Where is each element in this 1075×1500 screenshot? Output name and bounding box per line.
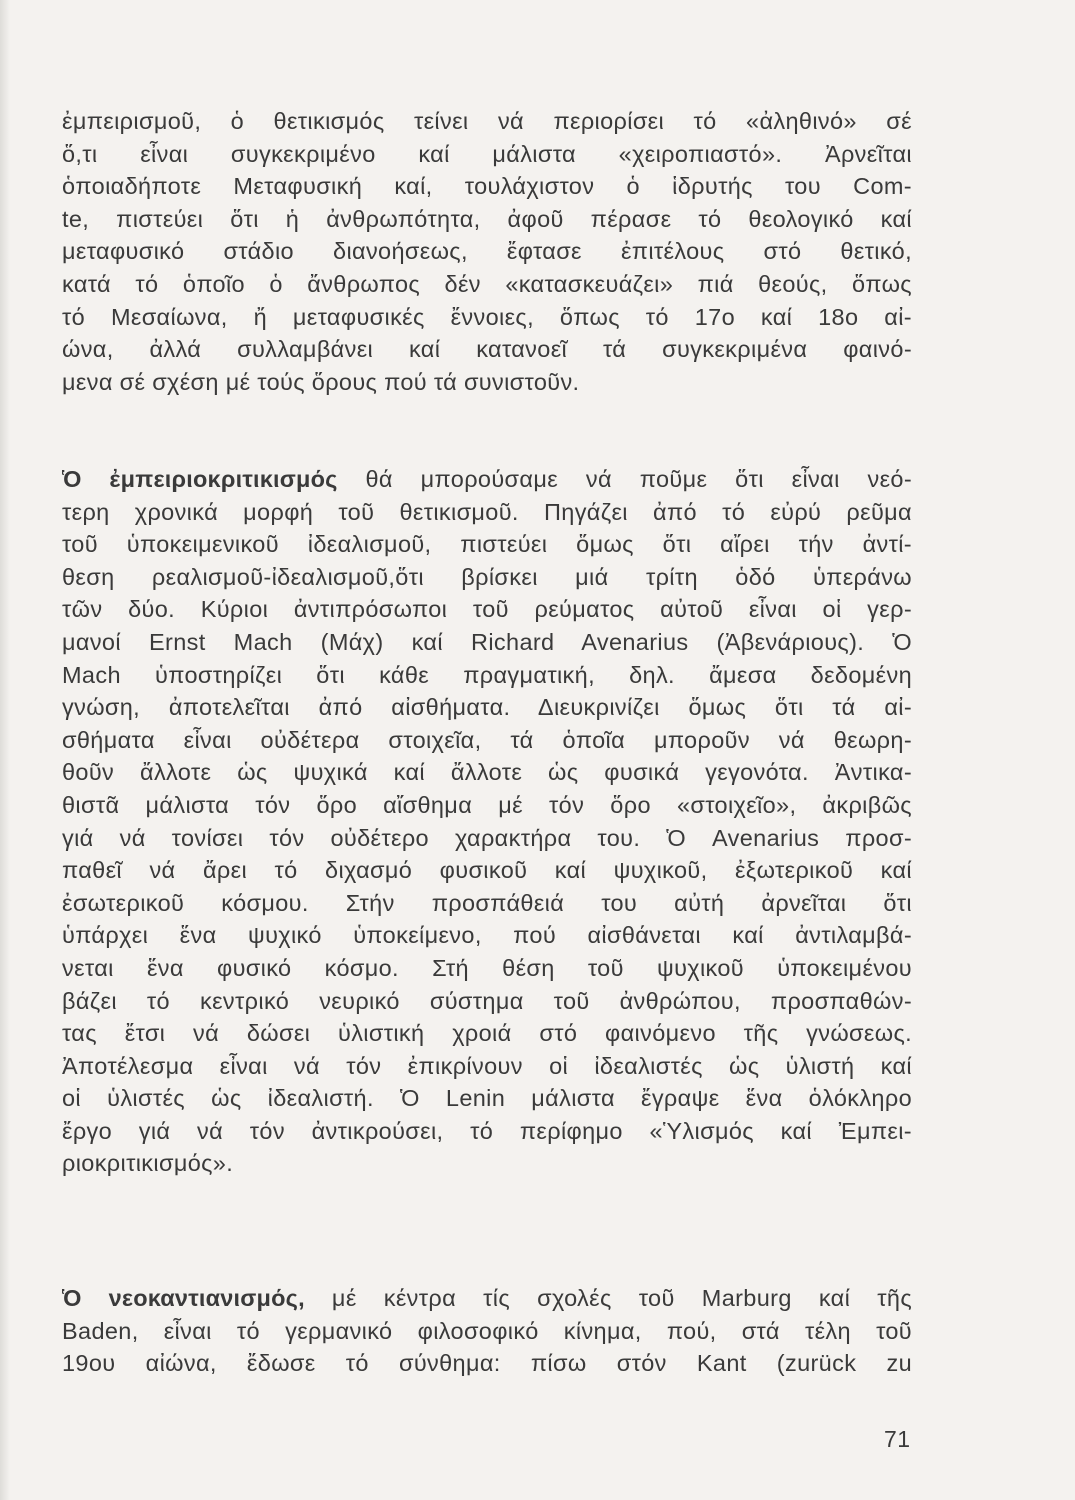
text-line: κατά τό ὁποῖο ὁ ἄνθρωπος δέν «κατασκευάζει» πιά θεούς, ὅπως	[62, 270, 912, 297]
text-line: γνώση, ἀποτελεῖται ἀπό αἰσθήματα. Διευκρινίζει ὅμως ὅτι τά αἰ-	[62, 694, 912, 721]
paragraph-neokantianism	[62, 1282, 912, 1380]
heading-line-rest: θά μπορούσαμε νά ποῦμε ὅτι εἶναι νεό-	[337, 466, 912, 492]
first-text-line	[62, 463, 912, 496]
scan-shadow	[0, 0, 10, 1500]
text-line: θιστᾶ μάλιστα τόν ὅρο αἴσθημα μέ τόν ὅρο «στοιχεῖο», ἀκριβῶς	[62, 791, 912, 818]
text-line: ἔργο γιά νά τόν ἀντικρούσει, τό περίφημο «Ὑλισμός καί Ἐμπει-	[62, 1117, 912, 1144]
text-line: τῶν δύο. Κύριοι ἀντιπρόσωποι τοῦ ρεύματος αὐτοῦ εἶναι οἱ γερ-	[62, 596, 912, 623]
text-line: παθεῖ νά ἄρει τό διχασμό φυσικοῦ καί ψυχικοῦ, ἐξωτερικοῦ καί	[62, 857, 912, 884]
page-number: 71	[884, 1426, 911, 1452]
text-line: ριοκριτικισμός».	[62, 1150, 234, 1177]
text-line: βάζει τό κεντρικό νευρικό σύστημα τοῦ ἀνθρώπου, προσπαθών-	[62, 987, 912, 1014]
text-line: μανοί Ernst Mach (Μάχ) καί Richard Avenarius (Ἀβενάριους). Ὁ	[62, 628, 912, 655]
text-line: τας ἔτσι νά δώσει ὑλιστική χροιά στό φαινόμενο τῆς γνώσεως.	[62, 1020, 912, 1047]
text-line: νεται ἕνα φυσικό κόσμο. Στή θέση τοῦ ψυχικοῦ ὑποκειμένου	[62, 954, 912, 981]
heading-line-rest: μέ κέντρα τίς σχολές τοῦ Marburg καί τῆς	[304, 1285, 912, 1311]
text-line: θοῦν ἄλλοτε ὡς ψυχικά καί ἄλλοτε ὡς φυσικά γεγονότα. Ἀντικα-	[62, 759, 912, 786]
text-line: οἱ ὑλιστές ὡς ἰδεαλιστή. Ὁ Lenin μάλιστα ἔγραψε ἕνα ὁλόκληρο	[62, 1085, 912, 1112]
text-line: 19ου αἰώνα, ἔδωσε τό σύνθημα: πίσω στόν Kant (zurück zu	[62, 1350, 912, 1377]
section-heading-empiriocriticism: Ὁ ἐμπειριοκριτικισμός	[62, 466, 338, 492]
text-line: τό Μεσαίωνα, ἤ μεταφυσικές ἔννοιες, ὅπως τό 17ο καί 18ο αἰ-	[62, 303, 912, 330]
text-line: μεταφυσικό στάδιο διανοήσεως, ἔφτασε ἐπιτέλους στό θετικό,	[62, 238, 912, 265]
text-line: γιά νά τονίσει τόν οὐδέτερο χαρακτήρα του. Ὁ Avenarius προσ-	[62, 824, 912, 851]
section-heading-neokantianism: Ὁ νεοκαντιανισμός,	[62, 1285, 305, 1311]
text-line: τοῦ ὑποκειμενικοῦ ἰδεαλισμοῦ, πιστεύει ὅμως ὅτι αἴρει τήν ἀντί-	[62, 531, 912, 558]
paragraph-positivism	[62, 105, 912, 398]
first-text-line	[62, 1282, 912, 1315]
text-line: Ἀποτέλεσμα εἶναι νά τόν ἐπικρίνουν οἱ ἰδεαλιστές ὡς ὑλιστή καί	[62, 1052, 912, 1079]
paragraph-empiriocriticism	[62, 463, 912, 1180]
text-line: θεση ρεαλισμοῦ-ἰδεαλισμοῦ,ὅτι βρίσκει μιά τρίτη ὁδό ὑπεράνω	[62, 563, 912, 590]
text-line: σθήματα εἶναι οὐδέτερα στοιχεῖα, τά ὁποῖα μποροῦν νά θεωρη-	[62, 726, 912, 753]
text-line: μενα σέ σχέση μέ τούς ὅρους πού τά συνιστοῦν.	[62, 368, 580, 395]
text-line: te, πιστεύει ὅτι ἡ ἀνθρωπότητα, ἀφοῦ πέρασε τό θεολογικό καί	[62, 205, 912, 232]
text-line: ὅ,τι εἶναι συγκεκριμένο καί μάλιστα «χειροπιαστό». Ἀρνεῖται	[62, 140, 912, 167]
text-line: ἐμπειρισμοῦ, ὁ θετικισμός τείνει νά περιορίσει τό «ἀληθινό» σέ	[62, 108, 912, 134]
text-line: ώνα, ἀλλά συλλαμβάνει καί κατανοεῖ τά συγκεκριμένα φαινό-	[62, 336, 912, 363]
text-line: τερη χρονικά μορφή τοῦ θετικισμοῦ. Πηγάζει ἀπό τό εὐρύ ρεῦμα	[62, 498, 912, 525]
text-line: Mach ὑποστηρίζει ὅτι κάθε πραγματική, δηλ. ἄμεσα δεδομένη	[62, 661, 912, 688]
text-line: ὁποιαδήποτε Μεταφυσική καί, τουλάχιστον ὁ ἱδρυτής του Com-	[62, 173, 912, 200]
text-line: ὑπάρχει ἕνα ψυχικό ὑποκείμενο, πού αἰσθάνεται καί ἀντιλαμβά-	[62, 922, 912, 949]
text-line: Baden, εἶναι τό γερμανικό φιλοσοφικό κίνημα, πού, στά τέλη τοῦ	[62, 1317, 912, 1344]
text-line: ἐσωτερικοῦ κόσμου. Στήν προσπάθειά του αὐτή ἀρνεῖται ὅτι	[62, 889, 912, 916]
